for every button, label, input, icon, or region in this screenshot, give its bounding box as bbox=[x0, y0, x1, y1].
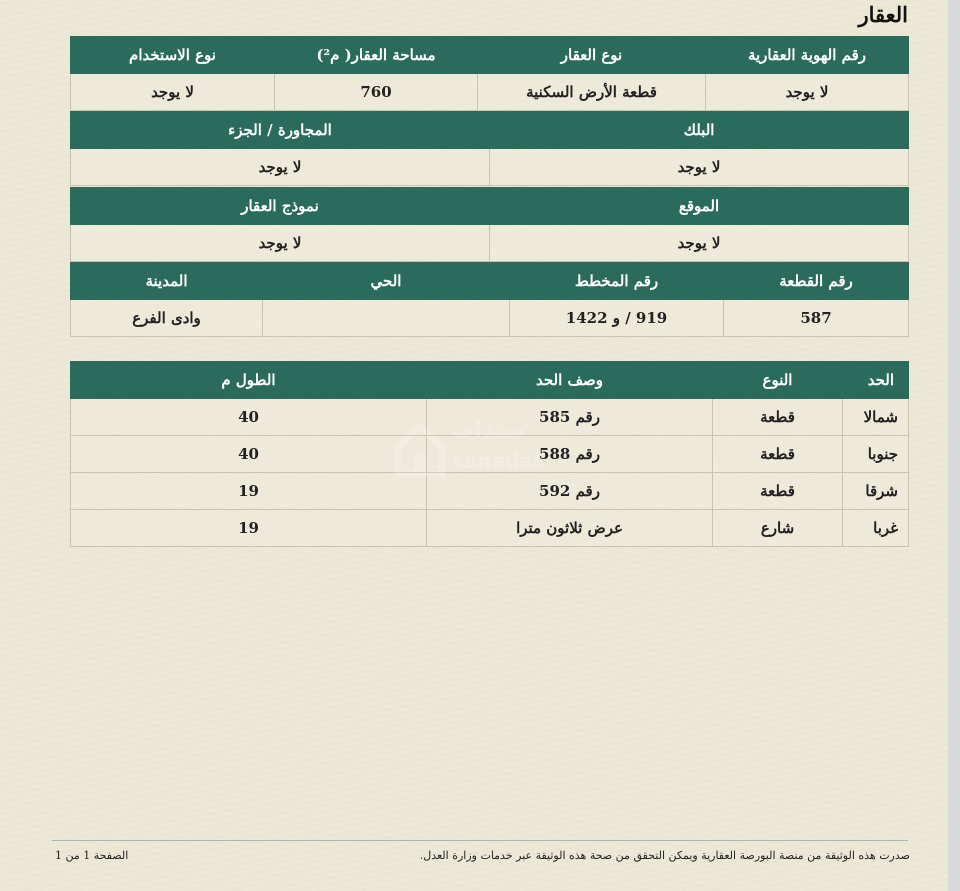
header-property-type: نوع العقار bbox=[478, 37, 706, 74]
header-property-area: مساحة العقار( م²) bbox=[275, 37, 478, 74]
table-row bbox=[71, 473, 909, 510]
header-plan-number: رقم المخطط bbox=[510, 263, 724, 300]
boundary-length: 19 bbox=[71, 473, 427, 510]
value-usage-type: لا يوجد bbox=[71, 74, 275, 111]
boundary-description: رقم 585 bbox=[427, 399, 713, 436]
header-property-model: نموذج العقار bbox=[71, 188, 490, 225]
boundary-direction: شرقا bbox=[843, 473, 909, 510]
value-property-id: لا يوجد bbox=[706, 74, 909, 111]
boundary-length: 40 bbox=[71, 399, 427, 436]
boundary-type: قطعة bbox=[713, 399, 843, 436]
value-city: وادى الفرع bbox=[71, 300, 263, 337]
boundary-type: قطعة bbox=[713, 473, 843, 510]
boundary-type: قطعة bbox=[713, 436, 843, 473]
header-boundary-type: النوع bbox=[713, 362, 843, 399]
section-title: العقار bbox=[858, 2, 908, 27]
header-district: الحي bbox=[263, 263, 510, 300]
value-plan-number: 919 / و 1422 bbox=[510, 300, 724, 337]
value-neighborhood-part: لا يوجد bbox=[71, 149, 490, 186]
table-row bbox=[71, 399, 909, 436]
header-plot-number: رقم القطعة bbox=[724, 263, 909, 300]
value-plot-number: 587 bbox=[724, 300, 909, 337]
footer-divider bbox=[52, 840, 908, 841]
boundary-direction: شمالا bbox=[843, 399, 909, 436]
header-length: الطول م bbox=[71, 362, 427, 399]
header-property-id: رقم الهوية العقارية bbox=[706, 37, 909, 74]
table-row bbox=[71, 436, 909, 473]
header-city: المدينة bbox=[71, 263, 263, 300]
boundary-description: عرض ثلاثون مترا bbox=[427, 510, 713, 547]
property-info-table-1 bbox=[70, 36, 909, 111]
header-boundary-description: وصف الحد bbox=[427, 362, 713, 399]
footer-note: صدرت هذه الوثيقة من منصة البورصة العقارية ويمكن التحقق من صحة هذه الوثيقة عبر خدمات وزارة العدل. bbox=[419, 849, 910, 862]
value-location: لا يوجد bbox=[490, 225, 909, 262]
boundary-direction: جنوبا bbox=[843, 436, 909, 473]
property-info-table-2 bbox=[70, 111, 909, 186]
header-usage-type: نوع الاستخدام bbox=[71, 37, 275, 74]
boundary-length: 40 bbox=[71, 436, 427, 473]
page-number: الصفحة 1 من 1 bbox=[55, 849, 129, 862]
page-edge bbox=[948, 0, 960, 891]
value-block: لا يوجد bbox=[490, 149, 909, 186]
table-row bbox=[71, 510, 909, 547]
boundaries-table bbox=[70, 361, 909, 547]
boundary-description: رقم 588 bbox=[427, 436, 713, 473]
property-info-table-3 bbox=[70, 187, 909, 262]
value-district bbox=[263, 300, 510, 337]
value-property-type: قطعة الأرض السكنية bbox=[478, 74, 706, 111]
value-property-model: لا يوجد bbox=[71, 225, 490, 262]
boundary-direction: غربا bbox=[843, 510, 909, 547]
header-neighborhood-part: المجاورة / الجزء bbox=[71, 112, 490, 149]
header-location: الموقع bbox=[490, 188, 909, 225]
header-boundary: الحد bbox=[843, 362, 909, 399]
value-property-area: 760 bbox=[275, 74, 478, 111]
property-info-table-4 bbox=[70, 262, 909, 337]
boundary-description: رقم 592 bbox=[427, 473, 713, 510]
boundary-length: 19 bbox=[71, 510, 427, 547]
boundary-type: شارع bbox=[713, 510, 843, 547]
header-block: البلك bbox=[490, 112, 909, 149]
